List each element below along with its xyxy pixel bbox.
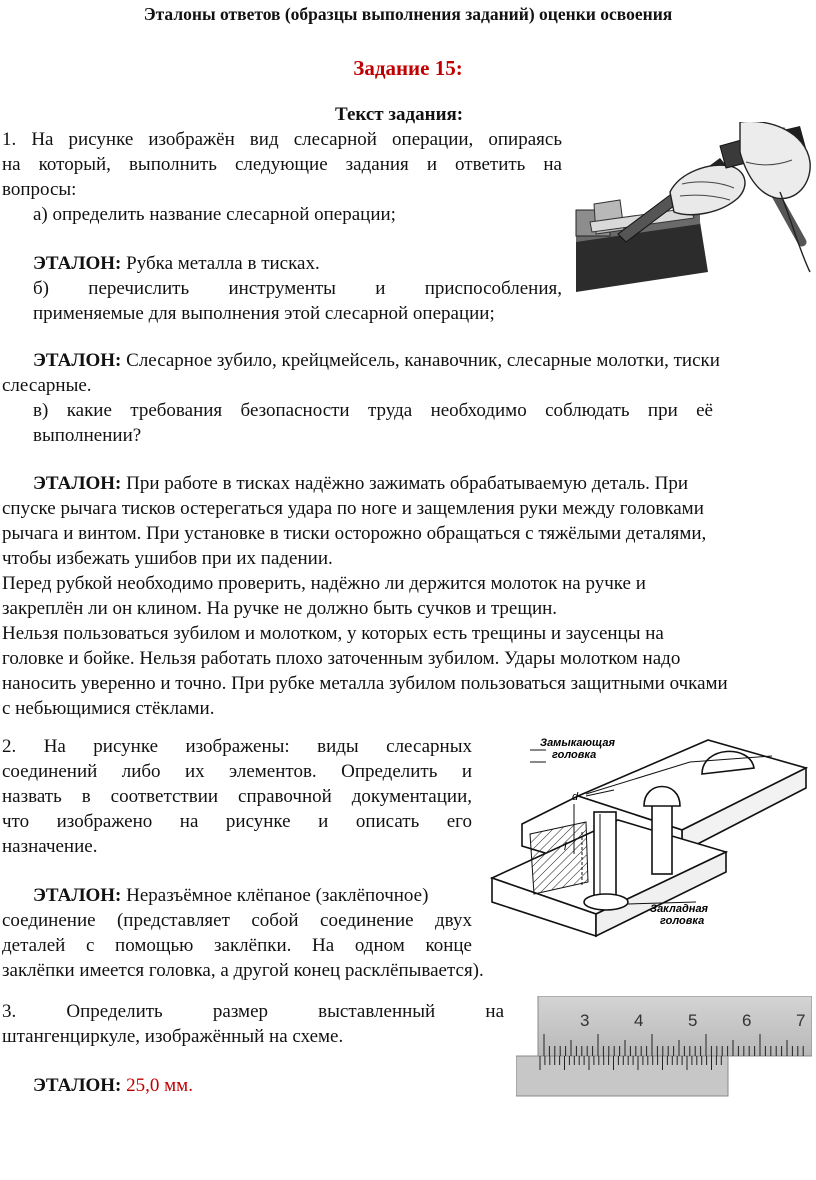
q1-answer-b-line-2: слесарные. — [2, 375, 92, 396]
scale-number-4: 4 — [634, 1011, 644, 1030]
q1-question-b-line-2: применяемые для выполнения этой слесарной операции; — [33, 303, 495, 324]
q2-answer-line-3: деталей с помощью заклёпки. На одном конце — [2, 935, 472, 956]
scale-number-6: 6 — [742, 1011, 752, 1030]
q1-answer-c-line: Перед рубкой необходимо проверить, надёжно ли держится молоток на ручке и — [2, 573, 646, 594]
q2-text-line-3: назвать в соответствии справочной документации, — [2, 786, 472, 807]
closing-head-label-1: Замыкающая — [540, 737, 615, 749]
q1-question-b-line-1: б) перечислить инструменты и приспособления, — [33, 278, 562, 299]
q1-text-line-2: на который, выполнить следующие задания и ответить на — [2, 154, 562, 175]
document-heading: Эталоны ответов (образцы выполнения заданий) оценки освоения — [143, 4, 673, 24]
q3-answer-value: 25,0 мм. — [126, 1075, 193, 1096]
q1-text-line-1: 1. На рисунке изображён вид слесарной операции, опираясь — [2, 129, 562, 150]
answer-c-first: При работе в тисках надёжно зажимать обрабатываемую деталь. При — [126, 473, 689, 494]
etalon-label: ЭТАЛОН: — [33, 350, 122, 371]
closing-head-label-2: головка — [552, 749, 597, 761]
q1-answer-c-line: наносить уверенно и точно. При рубке металла зубилом пользоваться защитными очками — [2, 673, 728, 694]
q2-answer-first: Неразъёмное клёпаное (заклёпочное) — [126, 885, 429, 906]
task-text-label: Текст задания: — [335, 104, 464, 125]
scale-number-3: 3 — [580, 1011, 590, 1030]
q2-text-line-4: что изображено на рисунке и описать его — [2, 811, 472, 832]
etalon-label: ЭТАЛОН: — [33, 1075, 122, 1096]
q1-answer-c-line: рычага и винтом. При установке в тиски осторожно обращаться с тяжёлыми деталями, — [2, 523, 707, 544]
q1-answer-b-line-1 — [33, 349, 720, 373]
q2-text-line-5: назначение. — [2, 836, 98, 857]
q1-answer-c-line: закреплён ли он клином. На ручке не должно быть сучков и трещин. — [2, 598, 558, 619]
q1-answer-c-line: чтобы избежать ушибов при их падении. — [2, 548, 333, 569]
q1-answer-c-line: с небьющимися стёклами. — [2, 698, 215, 719]
laid-head-label-1: Закладная — [650, 903, 709, 915]
q1-answer-a — [33, 252, 320, 276]
answer-b-text: Слесарное зубило, крейцмейсель, канавочник, слесарные молотки, тиски — [126, 350, 720, 371]
laid-head-label-2: головка — [660, 915, 705, 927]
q1-answer-c-line: головке и бойке. Нельзя работать плохо заточенным зубилом. Удары молотком надо — [2, 648, 681, 669]
chiseling-illustration — [570, 122, 812, 294]
q2-answer-line-1 — [33, 884, 428, 908]
q1-answer-c-line: спуске рычага тисков остерегаться удара по ноге и защемления руки между головками — [2, 498, 704, 519]
q1-answer-c-line-1 — [33, 472, 688, 496]
task-title: Задание 15: — [353, 56, 463, 80]
dim-d-label: d — [572, 791, 579, 803]
q2-answer-line-4: заклёпки имеется головка, а другой конец расклёпывается). — [2, 960, 484, 981]
etalon-label: ЭТАЛОН: — [33, 885, 122, 906]
etalon-label: ЭТАЛОН: — [33, 473, 122, 494]
q3-answer — [33, 1074, 193, 1098]
q1-question-c-line-2: выполнении? — [33, 425, 142, 446]
q3-text-line-2: штангенциркуле, изображённый на схеме. — [2, 1026, 344, 1047]
q1-question-a: а) определить название слесарной операции; — [33, 204, 396, 225]
q2-text-line-2: соединений либо их элементов. Определить и — [2, 761, 472, 782]
dim-l-label: l — [564, 841, 567, 853]
answer-a-text: Рубка металла в тисках. — [126, 253, 320, 274]
q3-text-line-1: 3. Определить размер выставленный на — [2, 1001, 504, 1022]
scale-number-7: 7 — [796, 1011, 806, 1030]
q2-answer-line-2: соединение (представляет собой соединение двух — [2, 910, 472, 931]
q1-question-c-line-1: в) какие требования безопасности труда необходимо соблюдать при её — [33, 400, 713, 421]
q2-text-line-1: 2. На рисунке изображены: виды слесарных — [2, 736, 472, 757]
caliper-scale-diagram — [516, 996, 812, 1100]
rivet-joint-diagram — [486, 726, 812, 944]
etalon-label: ЭТАЛОН: — [33, 253, 122, 274]
q1-answer-c-line: Нельзя пользоваться зубилом и молотком, у которых есть трещины и заусенцы на — [2, 623, 664, 644]
scale-number-5: 5 — [688, 1011, 698, 1030]
q1-text-line-3: вопросы: — [2, 179, 77, 200]
